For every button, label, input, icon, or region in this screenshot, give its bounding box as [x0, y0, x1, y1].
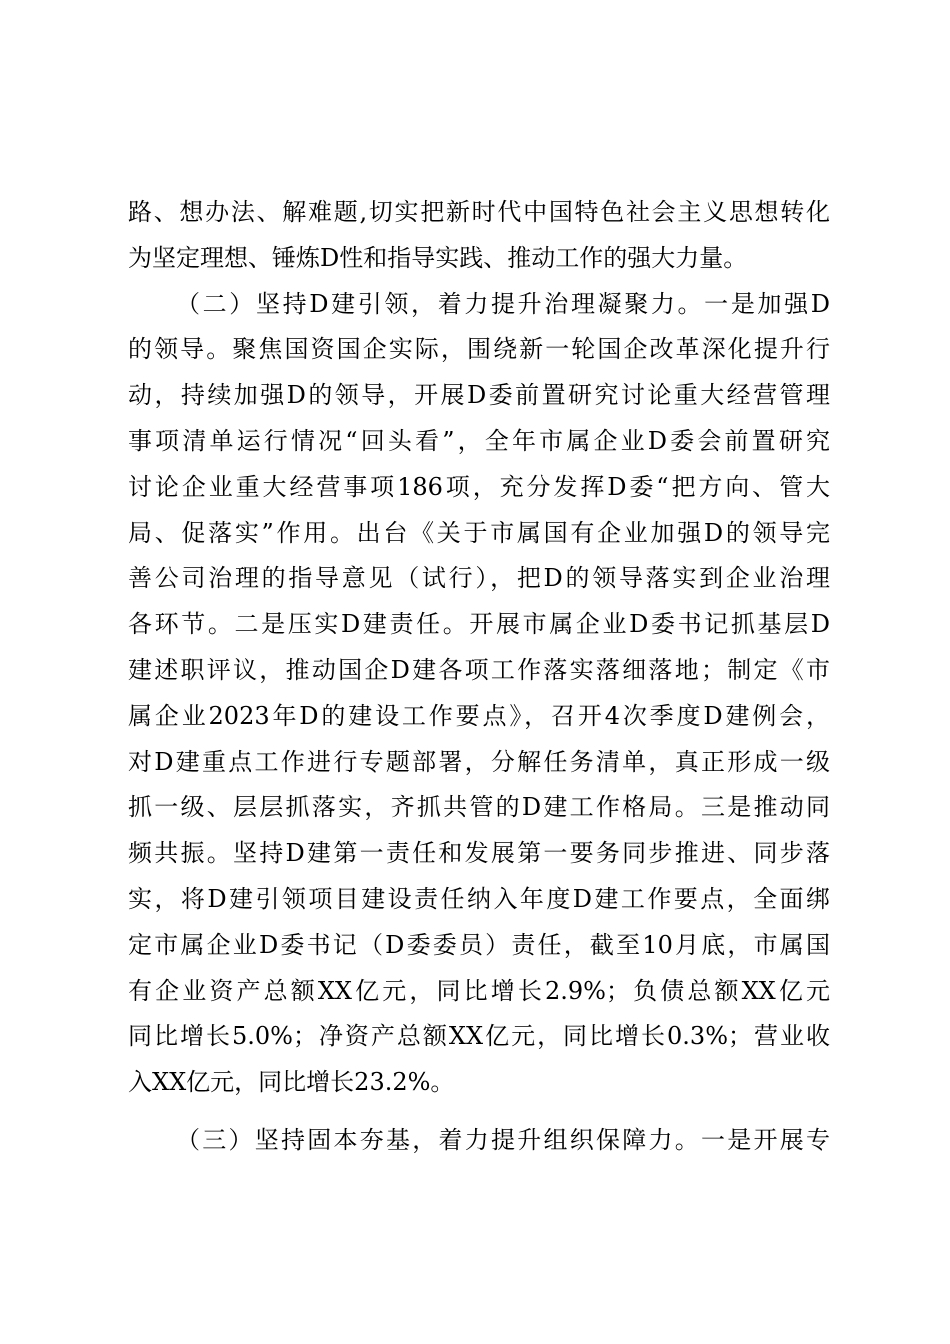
text-line: 各环节。二是压实D建责任。开展市属企业D委书记抓基层D: [128, 610, 830, 639]
text-line: 属企业2023年D的建设工作要点》，召开4次季度D建例会，: [128, 701, 830, 730]
text-line: 的领导。聚焦国资国企实际，围绕新一轮国企改革深化提升行: [128, 335, 830, 364]
text-line: 对D建重点工作进行专题部署，分解任务清单，真正形成一级: [128, 747, 830, 776]
section-heading-line: （二）坚持D建引领，着力提升治理凝聚力。一是加强D: [176, 289, 830, 318]
text-line: 同比增长5.0%；净资产总额XX亿元，同比增长0.3%；营业收: [128, 1022, 830, 1051]
text-line: 入XX亿元，同比增长23.2%。: [128, 1068, 455, 1097]
text-line: 建述职评议，推动国企D建各项工作落实落细落地；制定《市: [128, 655, 830, 684]
text-line: 定市属企业D委书记（D委委员）责任，截至10月底，市属国: [128, 930, 830, 959]
text-line: 事项清单运行情况“回头看”，全年市属企业D委会前置研究: [128, 426, 830, 455]
section-heading-line: （三）坚持固本夯基，着力提升组织保障力。一是开展专: [176, 1125, 830, 1154]
text-line: 抓一级、层层抓落实，齐抓共管的D建工作格局。三是推动同: [128, 793, 830, 822]
text-line: 有企业资产总额XX亿元，同比增长2.9%；负债总额XX亿元: [128, 976, 830, 1005]
text-line: 动，持续加强D的领导，开展D委前置研究讨论重大经营管理: [128, 381, 830, 410]
text-line: 善公司治理的指导意见（试行），把D的领导落实到企业治理: [128, 564, 830, 593]
text-line: 频共振。坚持D建第一责任和发展第一要务同步推进、同步落: [128, 839, 830, 868]
text-line: 为坚定理想、锤炼D性和指导实践、推动工作的强大力量。: [128, 243, 748, 272]
text-line: 实，将D建引领项目建设责任纳入年度D建工作要点，全面绑: [128, 884, 830, 913]
text-line: 局、促落实”作用。出台《关于市属国有企业加强D的领导完: [128, 518, 830, 547]
text-line: 路、想办法、解难题,切实把新时代中国特色社会主义思想转化: [128, 198, 830, 226]
text-line: 讨论企业重大经营事项186项，充分发挥D委“把方向、管大: [128, 472, 830, 501]
document-body: [128, 190, 830, 1164]
